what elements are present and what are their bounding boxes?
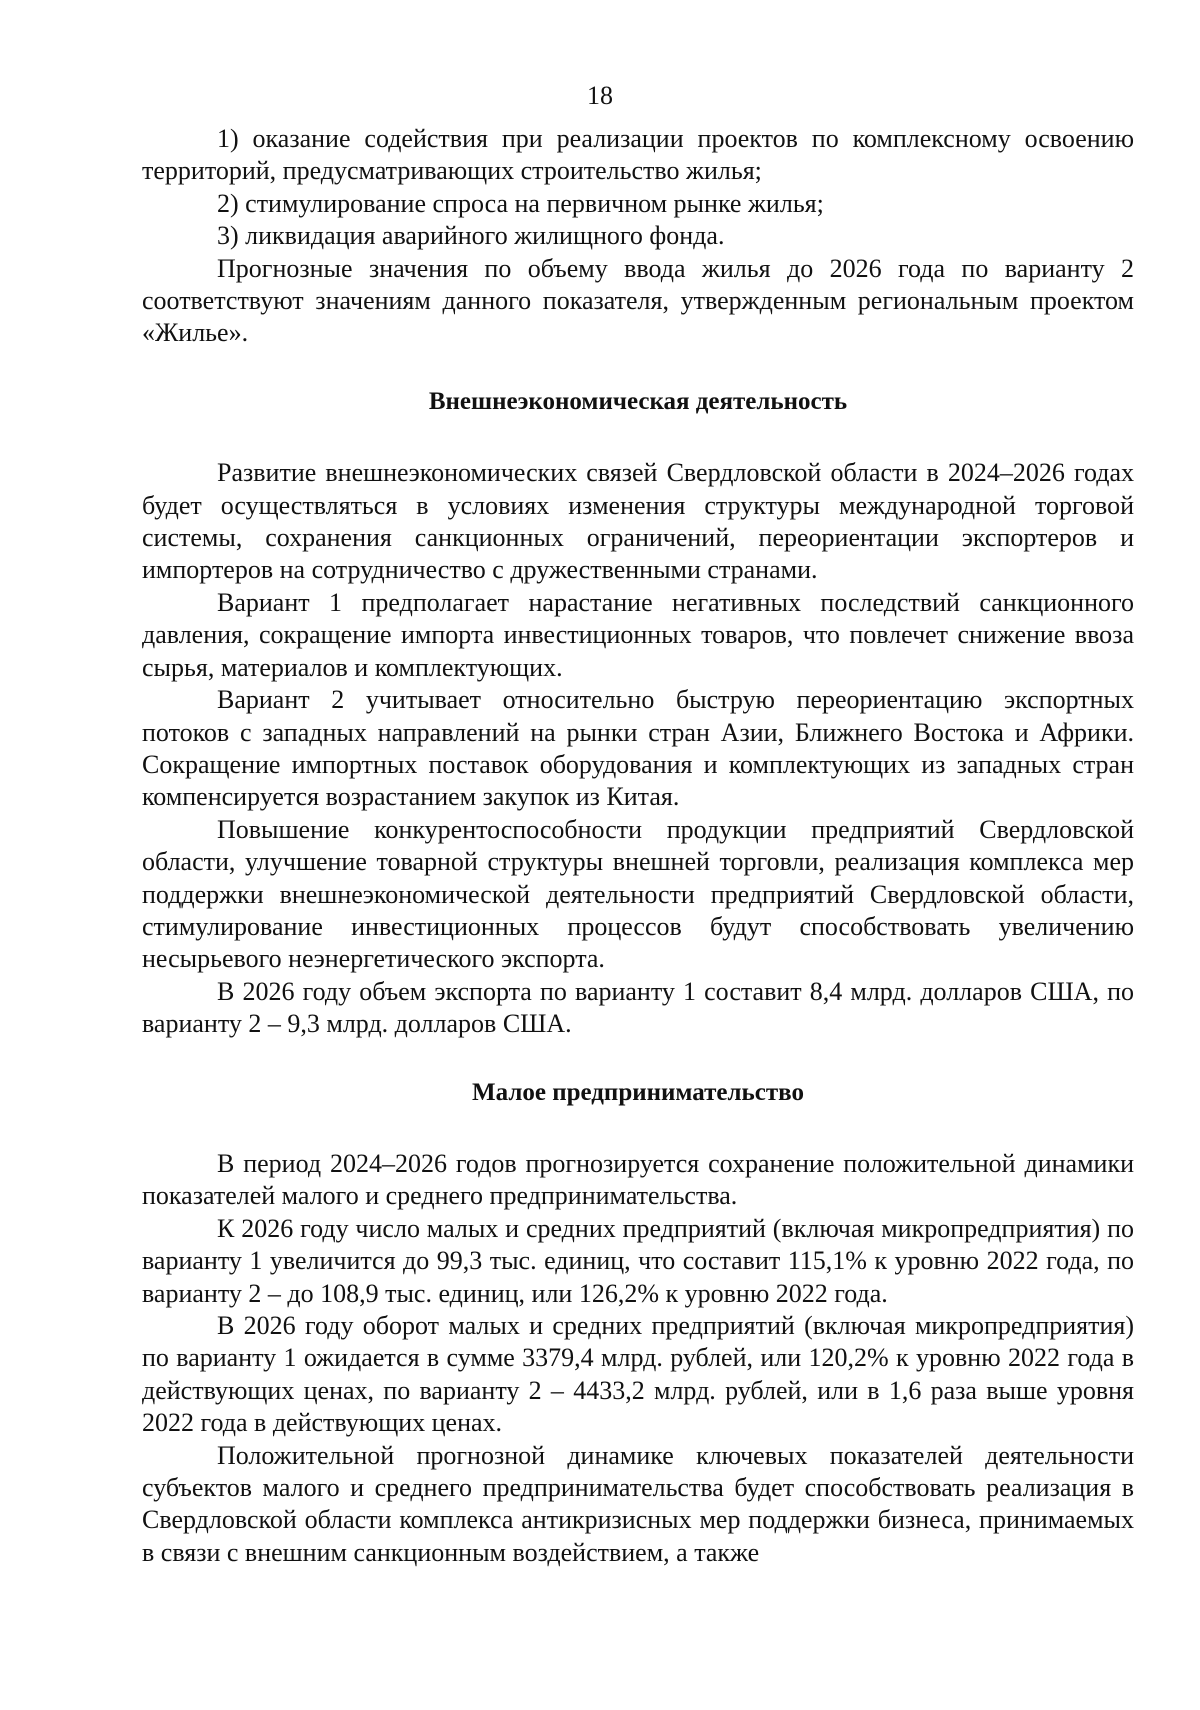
document-body bbox=[142, 123, 1134, 1569]
section-heading-small-business: Малое предпринимательство bbox=[472, 1078, 804, 1106]
small-business-paragraph-1: В период 2024–2026 годов прогнозируется сохранение положительной динамики показателей малого и среднего предпринимательства. bbox=[142, 1148, 1134, 1211]
foreign-trade-paragraph-4: Повышение конкурентоспособности продукции предприятий Свердловской области, улучшение товарной структуры внешней торговли, реализация комплекса мер поддержки внешнеэкономической деятельности предприятий Свердловской области, стимулирование инвестиционных процессов будут способствовать увеличению несырьевого неэнергетического экспорта. bbox=[142, 814, 1134, 974]
intro-paragraph: Прогнозные значения по объему ввода жилья до 2026 года по варианту 2 соответствуют значениям данного показателя, утвержденным региональным проектом «Жилье». bbox=[142, 253, 1134, 348]
page-number: 18 bbox=[587, 81, 613, 110]
foreign-trade-paragraph-2: Вариант 1 предполагает нарастание негативных последствий санкционного давления, сокращение импорта инвестиционных товаров, что повлечет снижение ввоза сырья, материалов и комплектующих. bbox=[142, 587, 1134, 682]
foreign-trade-paragraph-1: Развитие внешнеэкономических связей Свердловской области в 2024–2026 годах будет осуществляться в условиях изменения структуры международной торговой системы, сохранения санкционных ограничений, переориентации экспортеров и импортеров на сотрудничество с дружественными странами. bbox=[142, 458, 1134, 585]
foreign-trade-paragraph-5: В 2026 году объем экспорта по варианту 1 составит 8,4 млрд. долларов США, по варианту 2 – 9,3 млрд. долларов США. bbox=[142, 976, 1134, 1039]
intro-item-1: 1) оказание содействия при реализации проектов по комплексному освоению территорий, предусматривающих строительство жилья; bbox=[142, 124, 1134, 186]
foreign-trade-paragraph-3: Вариант 2 учитывает относительно быструю переориентацию экспортных потоков с западных направлений на рынки стран Азии, Ближнего Востока и Африки. Сокращение импортных поставок оборудования и комплектующих из западных стран компенсируется возрастанием закупок из Китая. bbox=[142, 685, 1134, 812]
intro-item-2: 2) стимулирование спроса на первичном рынке жилья; bbox=[217, 188, 824, 218]
section-heading-foreign-trade: Внешнеэкономическая деятельность bbox=[428, 387, 848, 415]
intro-item-3: 3) ликвидация аварийного жилищного фонда. bbox=[217, 221, 725, 251]
small-business-paragraph-3: В 2026 году оборот малых и средних предприятий (включая микропредприятия) по варианту 1 ожидается в сумме 3379,4 млрд. рублей, или 120,2% к уровню 2022 года в действующих ценах, по варианту 2 – 4433,2 млрд. рублей, или в 1,6 раза выше уровня 2022 года в действующих ценах. bbox=[142, 1311, 1134, 1438]
small-business-paragraph-2: К 2026 году число малых и средних предприятий (включая микропредприятия) по варианту 1 увеличится до 99,3 тыс. единиц, что составит 115,1% к уровню 2022 года, по варианту 2 – до 108,9 тыс. единиц, или 126,2% к уровню 2022 года. bbox=[142, 1213, 1134, 1308]
small-business-paragraph-4: Положительной прогнозной динамике ключевых показателей деятельности субъектов малого и среднего предпринимательства будет способствовать реализация в Свердловской области комплекса антикризисных мер поддержки бизнеса, принимаемых в связи с внешним санкционным воздействием, а также bbox=[142, 1440, 1134, 1567]
